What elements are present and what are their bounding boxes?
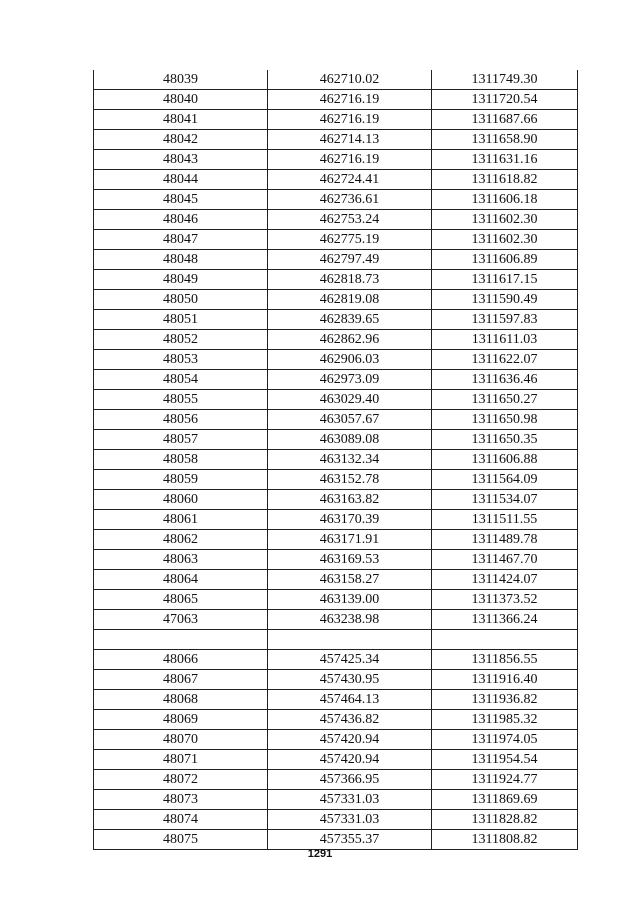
point-id-cell: 48047 [94, 230, 268, 250]
x-coordinate-cell [268, 630, 432, 650]
x-coordinate-cell: 463139.00 [268, 590, 432, 610]
point-id-cell: 48072 [94, 770, 268, 790]
x-coordinate-cell: 463238.98 [268, 610, 432, 630]
point-id-cell: 48052 [94, 330, 268, 350]
x-coordinate-cell: 463057.67 [268, 410, 432, 430]
point-id-cell: 48066 [94, 650, 268, 670]
point-id-cell: 48073 [94, 790, 268, 810]
table-row [94, 530, 578, 550]
table-row [94, 370, 578, 390]
table-row [94, 710, 578, 730]
point-id-cell: 48069 [94, 710, 268, 730]
y-coordinate-cell: 1311985.32 [432, 710, 578, 730]
y-coordinate-cell: 1311954.54 [432, 750, 578, 770]
table-row [94, 470, 578, 490]
y-coordinate-cell: 1311611.03 [432, 330, 578, 350]
x-coordinate-cell: 457331.03 [268, 790, 432, 810]
x-coordinate-cell: 463170.39 [268, 510, 432, 530]
point-id-cell: 48056 [94, 410, 268, 430]
x-coordinate-cell: 462716.19 [268, 150, 432, 170]
y-coordinate-cell: 1311606.88 [432, 450, 578, 470]
table-row [94, 750, 578, 770]
x-coordinate-cell: 463132.34 [268, 450, 432, 470]
point-id-cell: 48061 [94, 510, 268, 530]
point-id-cell: 48055 [94, 390, 268, 410]
point-id-cell: 48045 [94, 190, 268, 210]
point-id-cell: 48060 [94, 490, 268, 510]
y-coordinate-cell: 1311590.49 [432, 290, 578, 310]
table-row [94, 410, 578, 430]
table-row [94, 650, 578, 670]
x-coordinate-cell: 457355.37 [268, 830, 432, 850]
y-coordinate-cell: 1311720.54 [432, 90, 578, 110]
x-coordinate-cell: 462736.61 [268, 190, 432, 210]
x-coordinate-cell: 462862.96 [268, 330, 432, 350]
x-coordinate-cell: 462973.09 [268, 370, 432, 390]
coordinates-table [93, 70, 578, 850]
page-number: 1291 [307, 848, 333, 860]
y-coordinate-cell: 1311534.07 [432, 490, 578, 510]
y-coordinate-cell: 1311366.24 [432, 610, 578, 630]
y-coordinate-cell: 1311373.52 [432, 590, 578, 610]
y-coordinate-cell: 1311924.77 [432, 770, 578, 790]
table-row [94, 150, 578, 170]
table-row [94, 210, 578, 230]
x-coordinate-cell: 463158.27 [268, 570, 432, 590]
x-coordinate-cell: 462714.13 [268, 130, 432, 150]
table-row [94, 590, 578, 610]
point-id-cell: 48067 [94, 670, 268, 690]
point-id-cell: 48075 [94, 830, 268, 850]
table-row [94, 310, 578, 330]
y-coordinate-cell: 1311564.09 [432, 470, 578, 490]
x-coordinate-cell: 462775.19 [268, 230, 432, 250]
y-coordinate-cell: 1311808.82 [432, 830, 578, 850]
x-coordinate-cell: 457331.03 [268, 810, 432, 830]
table-row [94, 630, 578, 650]
table-row [94, 390, 578, 410]
y-coordinate-cell: 1311916.40 [432, 670, 578, 690]
x-coordinate-cell: 462710.02 [268, 70, 432, 90]
x-coordinate-cell: 463163.82 [268, 490, 432, 510]
point-id-cell: 47063 [94, 610, 268, 630]
y-coordinate-cell: 1311658.90 [432, 130, 578, 150]
x-coordinate-cell: 457420.94 [268, 730, 432, 750]
y-coordinate-cell: 1311511.55 [432, 510, 578, 530]
point-id-cell: 48059 [94, 470, 268, 490]
table-row [94, 810, 578, 830]
point-id-cell: 48070 [94, 730, 268, 750]
point-id-cell: 48064 [94, 570, 268, 590]
table-row [94, 730, 578, 750]
point-id-cell: 48041 [94, 110, 268, 130]
y-coordinate-cell: 1311424.07 [432, 570, 578, 590]
table-row [94, 170, 578, 190]
x-coordinate-cell: 463089.08 [268, 430, 432, 450]
table-row [94, 690, 578, 710]
table-row [94, 490, 578, 510]
table-row [94, 510, 578, 530]
x-coordinate-cell: 457430.95 [268, 670, 432, 690]
table-row [94, 430, 578, 450]
point-id-cell: 48043 [94, 150, 268, 170]
y-coordinate-cell: 1311602.30 [432, 230, 578, 250]
table-row [94, 250, 578, 270]
y-coordinate-cell: 1311631.16 [432, 150, 578, 170]
x-coordinate-cell: 462753.24 [268, 210, 432, 230]
point-id-cell: 48054 [94, 370, 268, 390]
y-coordinate-cell: 1311749.30 [432, 70, 578, 90]
y-coordinate-cell: 1311597.83 [432, 310, 578, 330]
point-id-cell: 48065 [94, 590, 268, 610]
x-coordinate-cell: 462724.41 [268, 170, 432, 190]
point-id-cell: 48051 [94, 310, 268, 330]
point-id-cell: 48068 [94, 690, 268, 710]
point-id-cell: 48044 [94, 170, 268, 190]
point-id-cell: 48039 [94, 70, 268, 90]
point-id-cell: 48071 [94, 750, 268, 770]
x-coordinate-cell: 462906.03 [268, 350, 432, 370]
table-row [94, 90, 578, 110]
point-id-cell: 48053 [94, 350, 268, 370]
x-coordinate-cell: 462716.19 [268, 90, 432, 110]
x-coordinate-cell: 462716.19 [268, 110, 432, 130]
table-row [94, 450, 578, 470]
table-row [94, 110, 578, 130]
point-id-cell [94, 630, 268, 650]
y-coordinate-cell: 1311869.69 [432, 790, 578, 810]
table-row [94, 330, 578, 350]
y-coordinate-cell: 1311974.05 [432, 730, 578, 750]
x-coordinate-cell: 457436.82 [268, 710, 432, 730]
y-coordinate-cell: 1311622.07 [432, 350, 578, 370]
table-row [94, 570, 578, 590]
y-coordinate-cell: 1311602.30 [432, 210, 578, 230]
y-coordinate-cell: 1311489.78 [432, 530, 578, 550]
table-row [94, 130, 578, 150]
point-id-cell: 48074 [94, 810, 268, 830]
point-id-cell: 48042 [94, 130, 268, 150]
table-row [94, 230, 578, 250]
y-coordinate-cell: 1311650.27 [432, 390, 578, 410]
coordinates-table-body [94, 70, 578, 850]
table-row [94, 70, 578, 90]
point-id-cell: 48048 [94, 250, 268, 270]
point-id-cell: 48058 [94, 450, 268, 470]
x-coordinate-cell: 457366.95 [268, 770, 432, 790]
point-id-cell: 48049 [94, 270, 268, 290]
x-coordinate-cell: 462839.65 [268, 310, 432, 330]
point-id-cell: 48046 [94, 210, 268, 230]
y-coordinate-cell: 1311617.15 [432, 270, 578, 290]
x-coordinate-cell: 463152.78 [268, 470, 432, 490]
x-coordinate-cell: 463029.40 [268, 390, 432, 410]
y-coordinate-cell: 1311467.70 [432, 550, 578, 570]
y-coordinate-cell: 1311650.98 [432, 410, 578, 430]
point-id-cell: 48057 [94, 430, 268, 450]
y-coordinate-cell: 1311606.18 [432, 190, 578, 210]
y-coordinate-cell: 1311606.89 [432, 250, 578, 270]
table-row [94, 610, 578, 630]
y-coordinate-cell: 1311687.66 [432, 110, 578, 130]
x-coordinate-cell: 463171.91 [268, 530, 432, 550]
x-coordinate-cell: 457464.13 [268, 690, 432, 710]
x-coordinate-cell: 457425.34 [268, 650, 432, 670]
x-coordinate-cell: 462797.49 [268, 250, 432, 270]
y-coordinate-cell: 1311650.35 [432, 430, 578, 450]
y-coordinate-cell: 1311618.82 [432, 170, 578, 190]
y-coordinate-cell: 1311856.55 [432, 650, 578, 670]
table-row [94, 190, 578, 210]
y-coordinate-cell: 1311828.82 [432, 810, 578, 830]
table-row [94, 270, 578, 290]
x-coordinate-cell: 462819.08 [268, 290, 432, 310]
table-row [94, 770, 578, 790]
y-coordinate-cell: 1311936.82 [432, 690, 578, 710]
y-coordinate-cell: 1311636.46 [432, 370, 578, 390]
table-row [94, 290, 578, 310]
point-id-cell: 48063 [94, 550, 268, 570]
table-row [94, 350, 578, 370]
x-coordinate-cell: 457420.94 [268, 750, 432, 770]
y-coordinate-cell [432, 630, 578, 650]
x-coordinate-cell: 463169.53 [268, 550, 432, 570]
point-id-cell: 48062 [94, 530, 268, 550]
x-coordinate-cell: 462818.73 [268, 270, 432, 290]
table-row [94, 550, 578, 570]
table-row [94, 670, 578, 690]
table-row [94, 830, 578, 850]
table-row [94, 790, 578, 810]
point-id-cell: 48050 [94, 290, 268, 310]
point-id-cell: 48040 [94, 90, 268, 110]
